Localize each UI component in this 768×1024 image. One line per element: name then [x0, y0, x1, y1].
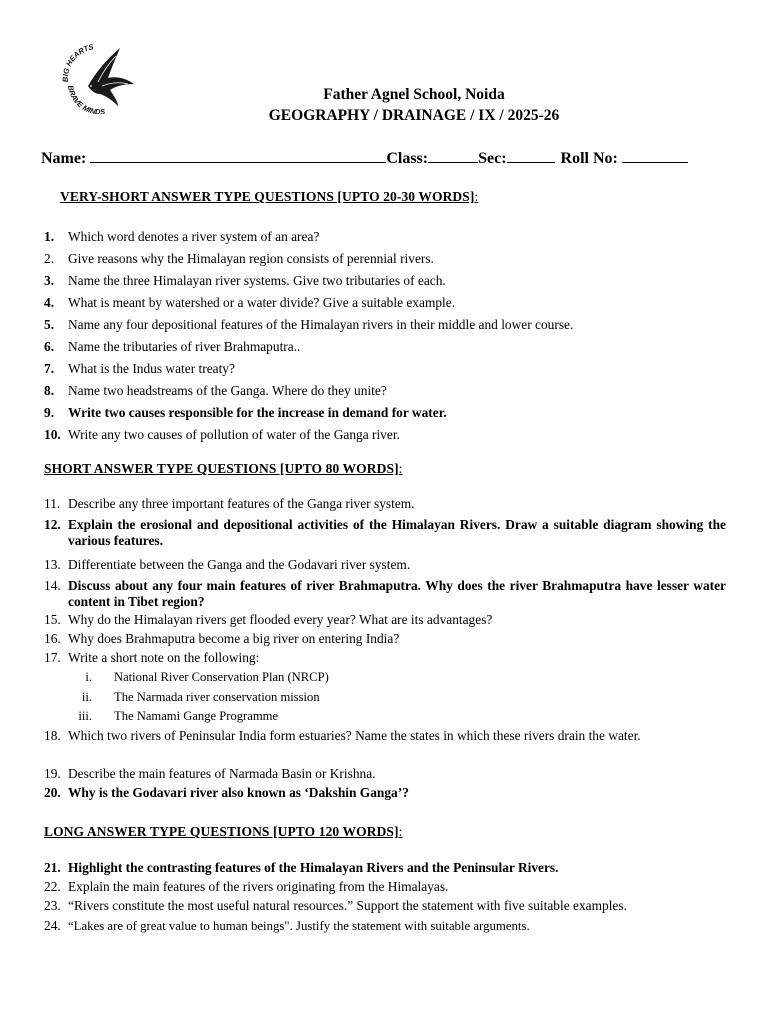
very-short-questions	[44, 229, 726, 449]
question-item: 21. Highlight the contrasting features of the Himalayan Rivers and the Peninsular Rivers.	[44, 860, 559, 875]
question-item: 11. Describe any three important features of the Ganga river system.	[44, 496, 415, 511]
short-questions	[44, 496, 726, 805]
question-item: 16. Why does Brahmaputra become a big river on entering India?	[44, 631, 400, 646]
section-heading-long: LONG ANSWER TYPE QUESTIONS [UPTO 120 WORDS]:	[44, 824, 403, 839]
sec-label: Sec:	[478, 150, 507, 167]
question-item: 12. Explain the erosional and depositional activities of the Himalayan Rivers. Draw a suitable diagram showing the various features.	[44, 517, 726, 548]
student-id-line	[41, 148, 731, 168]
question-item: 24. “Lakes are of great value to human beings". Justify the statement with suitable arguments.	[44, 918, 530, 933]
subitem: i. National River Conservation Plan (NRCP)	[85, 670, 329, 684]
question-item: 23. “Rivers constitute the most useful natural resources.” Support the statement with five suitable examples.	[44, 898, 627, 913]
question-item: 10. Write any two causes of pollution of water of the Ganga river.	[44, 427, 400, 442]
question-item: 19. Describe the main features of Narmada Basin or Krishna.	[44, 766, 376, 781]
question-item: 14. Discuss about any four main features of river Brahmaputra. Why does the river Brahmaputra have lesser water content in Tibet region?	[44, 578, 726, 609]
question-item: 22. Explain the main features of the rivers originating from the Himalayas.	[44, 879, 449, 894]
question-item: 3. Name the three Himalayan river systems. Give two tributaries of each.	[44, 273, 446, 288]
school-name: Father Agnel School, Noida	[323, 86, 505, 103]
logo-top-text: BIG HEARTS	[60, 42, 95, 83]
sec-blank[interactable]	[507, 148, 555, 163]
question-item: 1. Which word denotes a river system of an area?	[44, 229, 320, 244]
subitem: iii. The Namami Gange Programme	[78, 709, 279, 723]
name-label: Name:	[41, 150, 87, 167]
question-item: 9. Write two causes responsible for the increase in demand for water.	[44, 405, 447, 420]
worksheet-subject: GEOGRAPHY / DRAINAGE / IX / 2025-26	[268, 107, 560, 124]
logo-bottom-text: BRAVE MINDS	[65, 84, 106, 114]
class-label: Class:	[386, 150, 429, 167]
question-item: 18. Which two rivers of Peninsular India form estuaries? Name the states in which these rivers drain the water.	[44, 728, 641, 743]
subitem: ii. The Narmada river conservation mission	[81, 690, 320, 704]
section-heading-short: SHORT ANSWER TYPE QUESTIONS [UPTO 80 WORDS]:	[44, 461, 403, 476]
section-heading-very-short: VERY-SHORT ANSWER TYPE QUESTIONS [UPTO 20-30 WORDS]:	[60, 189, 479, 204]
question-item: 7. What is the Indus water treaty?	[44, 361, 235, 376]
question-item: 13. Differentiate between the Ganga and the Godavari river system.	[44, 557, 411, 572]
question-item: 8. Name two headstreams of the Ganga. Where do they unite?	[44, 383, 387, 398]
question-item: 6. Name the tributaries of river Brahmaputra..	[44, 339, 301, 354]
class-blank[interactable]	[428, 148, 478, 163]
question-item: 5. Name any four depositional features of the Himalayan rivers in their middle and lower course.	[44, 317, 574, 332]
question-item: 20. Why is the Godavari river also known as ‘Dakshin Ganga’?	[44, 785, 409, 800]
name-blank[interactable]	[90, 148, 386, 163]
roll-label: Roll No:	[560, 150, 618, 167]
question-item: 2. Give reasons why the Himalayan region consists of perennial rivers.	[44, 251, 434, 266]
roll-blank[interactable]	[622, 148, 688, 163]
question-item: 4. What is meant by watershed or a water divide? Give a suitable example.	[44, 295, 456, 310]
long-questions	[44, 860, 726, 937]
question-item: 15. Why do the Himalayan rivers get flooded every year? What are its advantages?	[44, 612, 493, 627]
question-item: 17. Write a short note on the following:	[44, 650, 260, 665]
svg-text:BIG HEARTS	[61, 42, 95, 82]
